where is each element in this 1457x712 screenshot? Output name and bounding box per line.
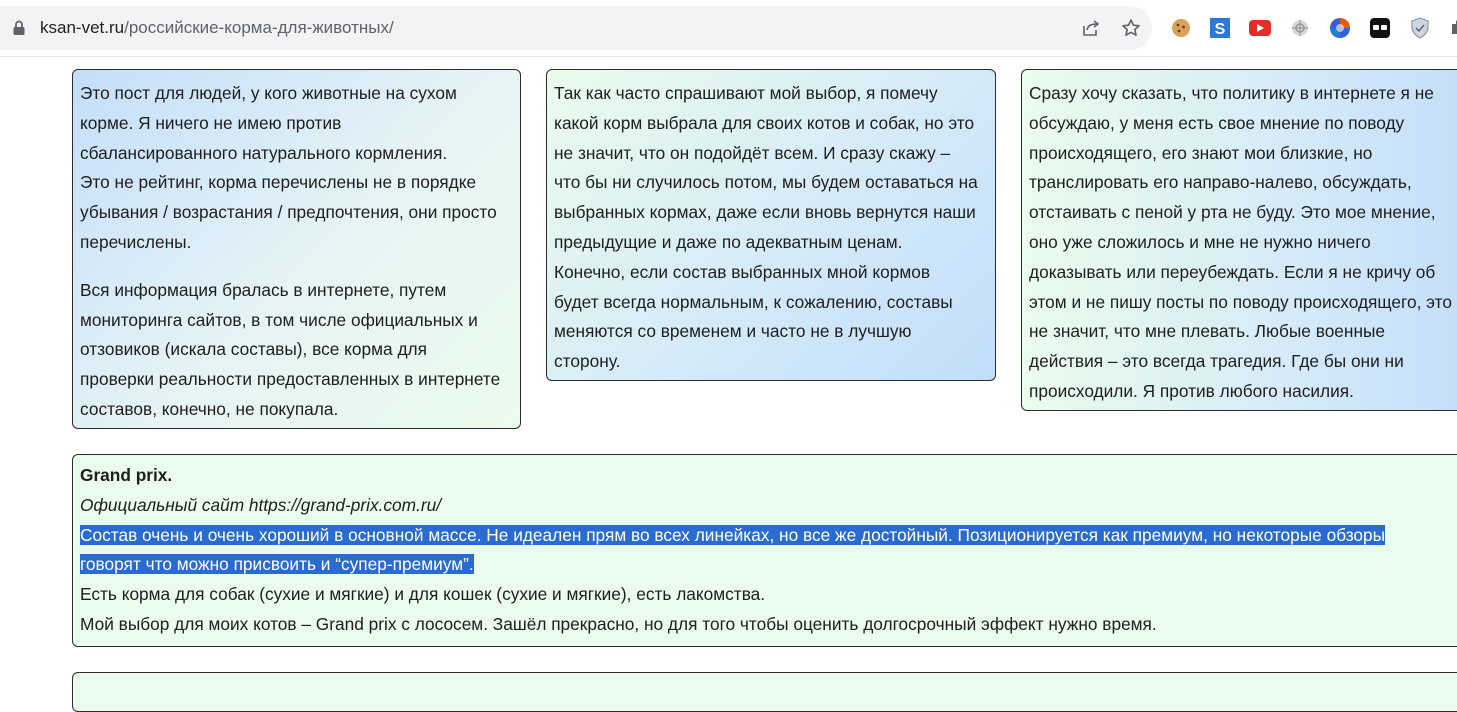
lock-icon[interactable] xyxy=(10,19,28,37)
text-line: Это пост для людей, у кого животные на сухом xyxy=(80,83,457,103)
next-brand-card xyxy=(72,672,1457,712)
grand-prix-card xyxy=(72,454,1457,647)
text-line: меняются со временем и часто не в лучшую xyxy=(554,321,912,342)
text-line: Конечно, если состав выбранных мной кормов xyxy=(554,261,931,282)
glasses-icon[interactable] xyxy=(1368,16,1392,40)
shield-icon[interactable] xyxy=(1408,16,1432,40)
cookie-icon[interactable] xyxy=(1169,16,1193,40)
star-icon[interactable] xyxy=(1118,15,1144,41)
intro-card-middle xyxy=(546,69,996,381)
youtube-icon[interactable] xyxy=(1248,16,1272,40)
text-line: не значит, что мне плевать. Любые военные xyxy=(1029,321,1386,342)
text-line: мониторинга сайтов, в том числе официальных и xyxy=(80,309,478,330)
text-line: доказывать или переубеждать. Если я не кричу об xyxy=(1029,261,1436,282)
text-line: этом и не пишу посты по поводу происходящего, это xyxy=(1029,291,1452,312)
text-line: Так как часто спрашивают мой выбор, я помечу xyxy=(554,83,938,103)
intro-paragraph-1 xyxy=(80,79,520,258)
browser-toolbar xyxy=(0,0,1457,57)
text-line: сбалансированного натурального кормления. xyxy=(80,142,448,163)
text-line: оно уже сложилось и мне не нужно ничего xyxy=(1029,231,1371,252)
text-line: составов, конечно, не покупала. xyxy=(80,398,339,419)
text-line: какой корм выбрала для своих котов и собак, но это xyxy=(554,112,975,133)
intro-paragraph-2 xyxy=(80,276,520,425)
choice-paragraph xyxy=(554,79,995,377)
extensions-icon[interactable] xyxy=(1446,16,1457,40)
address-bar[interactable] xyxy=(0,6,1152,50)
text-line: предыдущие и даже по адекватным ценам. xyxy=(554,231,903,252)
s-extension-icon[interactable] xyxy=(1208,16,1232,40)
product-range-text: Есть корма для собак (сухие и мягкие) и для кошек (сухие и мягкие), есть лакомства. xyxy=(80,584,766,605)
text-line: отзовиков (искала составы), все корма для xyxy=(80,339,427,360)
my-choice-text: Мой выбор для моих котов – Grand prix с лососем. Зашёл прекрасно, но для того чтобы оценить долгосрочный эффект нужно время. xyxy=(80,613,1157,634)
text-line: происходящего, его знают мои близкие, но xyxy=(1029,142,1373,163)
puzzle-grey-icon[interactable] xyxy=(1288,16,1312,40)
text-line: Это не рейтинг, корма перечислены не в порядке xyxy=(80,172,477,193)
text-line: не значит, что он подойдёт всем. И сразу скажу – xyxy=(554,142,951,163)
text-line: проверки реальности предоставленных в интернете xyxy=(80,369,501,390)
politics-paragraph xyxy=(1029,79,1457,407)
text-line: что бы ни случилось потом, мы будем оставаться на xyxy=(554,172,978,193)
text-line: Вся информация бралась в интернете, путем xyxy=(80,279,447,300)
selected-text-line-2[interactable] xyxy=(80,550,1457,580)
text-line: происходили. Я против любого насилия. xyxy=(1029,380,1354,401)
text-line: будет всегда нормальным, к сожалению, составы xyxy=(554,291,953,312)
svg-text:S: S xyxy=(1214,21,1226,38)
text-line: транслировать его направо-налево, обсуждать, xyxy=(1029,172,1412,193)
text-line: выбранных кормах, даже если вновь вернутся наши xyxy=(554,202,976,223)
text-line: Сразу хочу сказать, что политику в интернете я не xyxy=(1029,83,1434,103)
text-line: перечислены. xyxy=(80,231,192,252)
url-path: /российские-корма-для-животных/ xyxy=(124,18,394,37)
intro-card-left xyxy=(72,69,521,429)
text-line: действия – это всегда трагедия. Где бы они ни xyxy=(1029,351,1404,372)
text-line: обсуждаю, у меня есть свое мнение по поводу xyxy=(1029,112,1405,133)
text-line: отстаивать с пеной у рта не буду. Это мое мнение, xyxy=(1029,202,1436,223)
text-line: убывания / возрастания / предпочтения, они просто xyxy=(80,202,497,223)
selection-highlight: говорят что можно присвоить и “супер-премиум”. xyxy=(80,554,474,575)
url-text[interactable] xyxy=(40,19,394,37)
share-icon[interactable] xyxy=(1078,15,1104,41)
selected-text-line-1[interactable] xyxy=(80,521,1457,551)
selection-highlight: Состав очень и очень хороший в основной массе. Не идеален прям во всех линейках, но все же достойный. Позиционируется как премиум, но некоторые обзоры xyxy=(80,524,1386,545)
url-host: ksan-vet.ru xyxy=(40,18,125,37)
official-site-link[interactable]: Официальный сайт https://grand-prix.com.ru/ xyxy=(80,494,442,515)
intro-card-right xyxy=(1021,69,1457,411)
colorful-orb-icon[interactable] xyxy=(1328,16,1352,40)
text-line: корме. Я ничего не имею против xyxy=(80,112,342,133)
text-line: сторону. xyxy=(554,351,621,372)
brand-title: Grand prix. xyxy=(80,465,173,485)
